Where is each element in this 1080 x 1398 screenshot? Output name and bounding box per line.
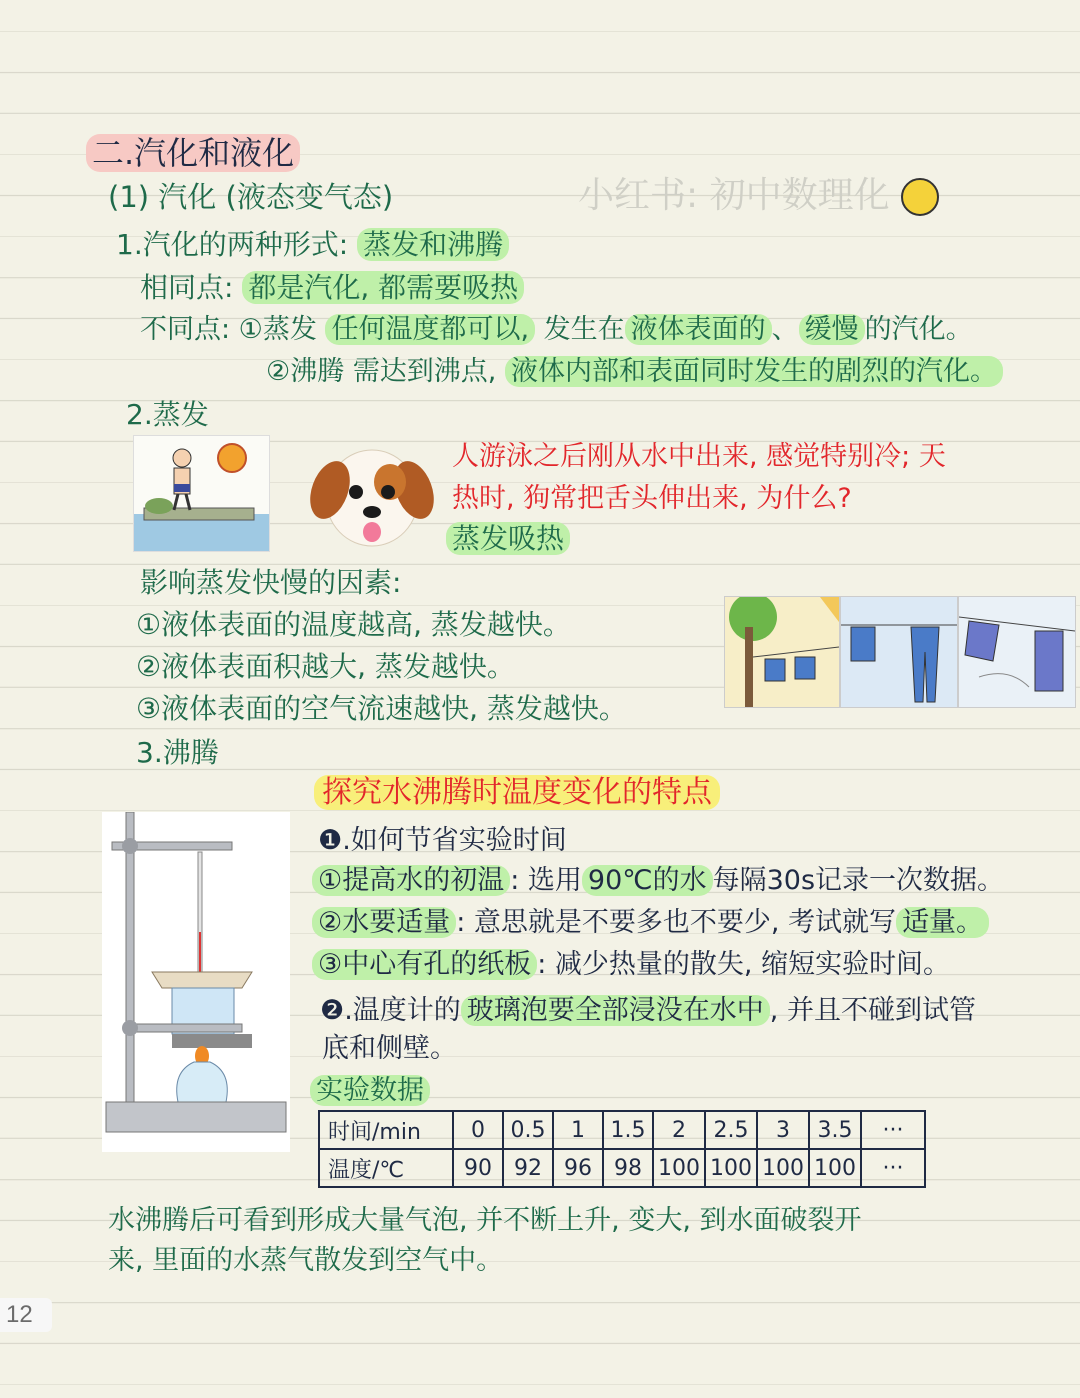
table-cell: 98 [603,1149,653,1187]
diff1-label: 不同点: ①蒸发 [140,314,317,345]
factor-item: ③液体表面的空气流速越快, 蒸发越快。 [136,692,627,725]
experiment-q2-line [320,996,976,1026]
subtitle: (1) 汽化 (液态变气态) [108,180,394,214]
conclusion-line2: 来, 里面的水蒸气散发到空气中。 [108,1245,504,1276]
tip3-line [312,950,950,980]
question-line1: 人游泳之后刚从水中出来, 感觉特别冷; 天 [452,441,946,472]
table-cell: 3.5 [809,1111,861,1149]
tip1-highlight2: 90℃的水 [582,865,713,896]
factor-item: ②液体表面积越大, 蒸发越快。 [136,650,515,683]
factors-title: 影响蒸发快慢的因素: [140,566,402,599]
diff1-line [140,315,973,345]
diff2-text1: 需达到沸点, [352,356,497,387]
diff2-h1: 液体内部和表面同时发生的剧烈的汽化。 [505,356,1003,387]
point1-line [116,230,509,261]
swimmer-illustration [133,435,270,552]
point3-heading: 3.沸腾 [136,736,219,769]
diff2-label: ②沸腾 [266,356,345,387]
table-cell: 90 [453,1149,503,1187]
watermark [578,176,939,216]
tip1-mid: : 选用 [510,865,582,896]
section-title [86,136,300,171]
question-answer-line [446,524,570,555]
page-number-badge [0,1298,52,1332]
section-title-text: 二.汽化和液化 [86,134,300,172]
point1-label: 1.汽化的两种形式: [116,228,349,261]
experiment-q2-line2: 底和侧壁。 [322,1033,457,1064]
puppy-emoji-icon [308,440,436,555]
thumbs-up-emoji-icon [901,178,939,216]
tip2-highlight2: 适量。 [896,907,989,938]
factor-item: ①液体表面的温度越高, 蒸发越快。 [136,608,571,641]
q2-highlight: 玻璃泡要全部浸没在水中 [461,995,770,1026]
tip3-highlight: ③中心有孔的纸板 [312,949,537,980]
same-line [140,273,524,304]
diff1-h3: 缓慢 [799,314,865,345]
watermark-text: 小红书: 初中数理化 [578,175,890,216]
drying-clothes-shade-illustration [840,596,958,708]
table-cell: 2.5 [705,1111,757,1149]
experiment-q1: ❶.如何节省实验时间 [318,825,567,856]
table-cell: 3 [757,1111,809,1149]
same-highlight: 都是汽化, 都需要吸热 [242,271,524,304]
table-cell: 92 [503,1149,553,1187]
table-cell: 100 [757,1149,809,1187]
point2-heading: 2.蒸发 [126,398,209,431]
conclusion-line1: 水沸腾后可看到形成大量气泡, 并不断上升, 变大, 到水面破裂开 [108,1205,862,1236]
point1-highlight: 蒸发和沸腾 [357,228,509,261]
same-label: 相同点: [140,271,234,304]
table-cell: 2 [653,1111,705,1149]
tip1-tail: 每隔30s记录一次数据。 [712,865,1005,896]
experiment-title: 探究水沸腾时温度变化的特点 [314,775,720,810]
table-cell: 0 [453,1111,503,1149]
diff2-line [266,357,1003,387]
tip3-tail: : 减少热量的散失, 缩短实验时间。 [537,949,951,980]
data-label-line [310,1076,430,1106]
tip2-tail: : 意思就是不要多也不要少, 考试就写 [456,907,897,938]
table-cell: 96 [553,1149,603,1187]
table-cell: ··· [861,1111,925,1149]
tip2-line [312,908,989,938]
boiling-apparatus-illustration [102,812,290,1152]
question-answer: 蒸发吸热 [446,522,570,555]
data-label: 实验数据 [310,1075,430,1106]
drying-clothes-wind-illustration [958,596,1076,708]
table-row-temp [319,1149,925,1187]
diff1-sep: 、 [771,314,799,345]
tip2-highlight: ②水要适量 [312,907,456,938]
table-row-time [319,1111,925,1149]
q2-pre: ❷.温度计的 [320,995,461,1026]
diff1-h1: 任何温度都可以, [325,314,535,345]
tip1-line [312,866,1004,896]
table-header-time: 时间/min [319,1111,453,1149]
table-cell: ··· [861,1149,925,1187]
table-cell: 1 [553,1111,603,1149]
table-cell: 100 [705,1149,757,1187]
table-cell: 0.5 [503,1111,553,1149]
experiment-title-line [314,776,720,809]
tip1-highlight: ①提高水的初温 [312,865,510,896]
diff1-h2: 液体表面的 [625,314,772,345]
q2-tail: , 并且不碰到试管 [769,995,976,1026]
experiment-data-table [318,1110,926,1188]
table-cell: 1.5 [603,1111,653,1149]
table-header-temp: 温度/℃ [319,1149,453,1187]
page-number: 12 [6,1301,33,1328]
table-cell: 100 [653,1149,705,1187]
drying-clothes-sun-illustration [724,596,840,708]
diff1-tail: 的汽化。 [864,314,973,345]
table-cell: 100 [809,1149,861,1187]
diff1-mid: 发生在 [543,314,625,345]
question-line2: 热时, 狗常把舌头伸出来, 为什么? [452,483,852,514]
